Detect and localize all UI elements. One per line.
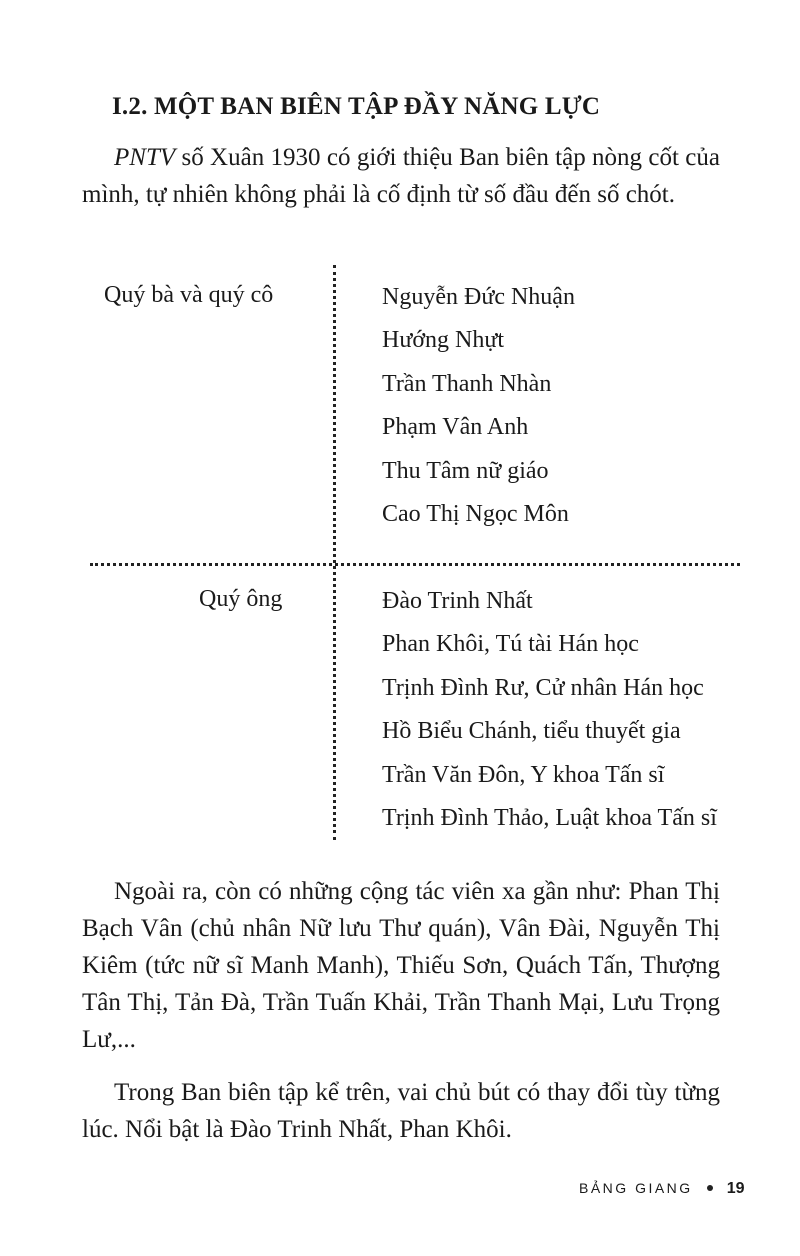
intro-paragraph [82, 139, 720, 213]
author-name: BẢNG GIANG [579, 1180, 693, 1196]
list-item: Phạm Vân Anh [382, 414, 529, 441]
vertical-dotted-divider [333, 265, 336, 840]
women-group-label: Quý bà và quý cô [104, 282, 274, 308]
page-number: 19 [726, 1180, 745, 1197]
contributors-paragraph: Ngoài ra, còn có những cộng tác viên xa gần như: Phan Thị Bạch Vân (chủ nhân Nữ lưu Thư quán), Vân Đài, Nguyễn Thị Kiêm (tức nữ sĩ Manh Manh), Thiếu Sơn, Quách Tấn, Thượng Tân Thị, Tản Đà, Trần Tuấn Khải, Trần Thanh Mại, Lưu Trọng Lư,... [82, 878, 720, 1053]
section-heading: I.2. MỘT BAN BIÊN TẬP ĐẦY NĂNG LỰC [112, 93, 601, 120]
list-item: Trịnh Đình Rư, Cử nhân Hán học [382, 674, 704, 701]
list-item: Hướng Nhựt [382, 327, 505, 354]
list-item: Trịnh Đình Thảo, Luật khoa Tấn sĩ [382, 804, 717, 831]
list-item: Trần Văn Đôn, Y khoa Tấn sĩ [382, 761, 665, 788]
publication-abbreviation: PNTV [114, 144, 176, 171]
list-item: Cao Thị Ngọc Môn [382, 500, 569, 527]
list-item: Trần Thanh Nhàn [382, 370, 552, 397]
men-name-list [382, 586, 717, 846]
list-item: Nguyễn Đức Nhuận [382, 284, 575, 310]
men-group-label: Quý ông [199, 586, 283, 612]
bullet-separator-icon [707, 1185, 713, 1191]
horizontal-dotted-divider [90, 563, 740, 566]
list-item: Hồ Biểu Chánh, tiểu thuyết gia [382, 718, 681, 745]
list-item: Đào Trinh Nhất [382, 588, 533, 614]
list-item: Thu Tâm nữ giáo [382, 457, 549, 484]
women-name-list [382, 282, 575, 542]
page-footer [579, 1180, 744, 1198]
list-item: Phan Khôi, Tú tài Hán học [382, 631, 639, 658]
intro-text: số Xuân 1930 có giới thiệu Ban biên tập nòng cốt của mình, tự nhiên không phải là cố định từ số đầu đến số chót. [82, 144, 720, 208]
editor-in-chief-paragraph: Trong Ban biên tập kể trên, vai chủ bút có thay đổi tùy từng lúc. Nổi bật là Đào Trinh Nhất, Phan Khôi. [82, 1079, 720, 1143]
